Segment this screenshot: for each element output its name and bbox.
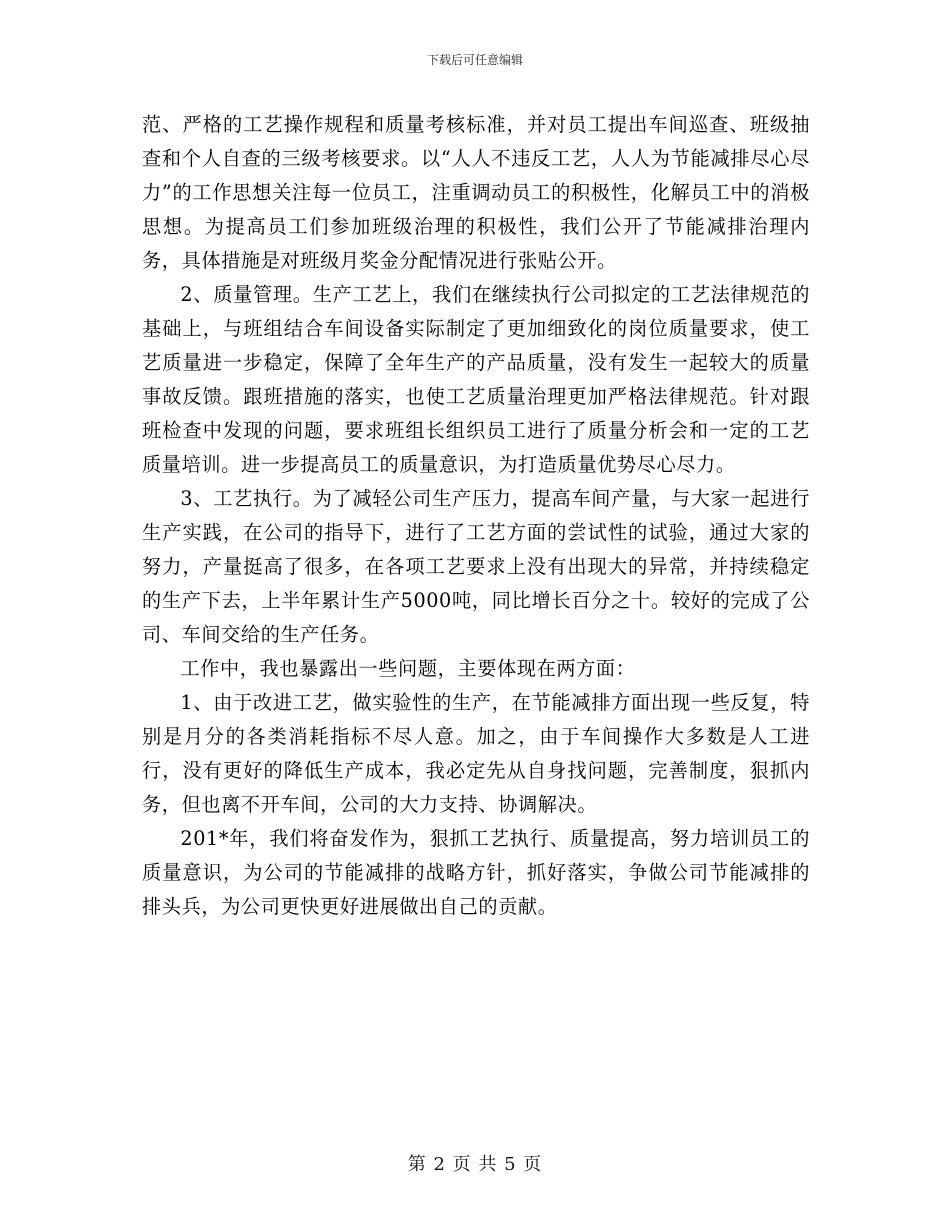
paragraph-process-execution: 3、工艺执行。为了减轻公司生产压力，提高车间产量，与大家一起进行生产实践，在公司的指导下，进行了工艺方面的尝试性的试验，通过大家的努力，产量挺高了很多，在各项工艺要求上没有出现大的异常，并持续稳定的生产下去，上半年累计生产5000吨，同比增长百分之十。较好的完成了公司、车间交给的生产任务。: [142, 487, 810, 646]
page-number-footer: 第 2 页 共 5 页: [407, 1154, 543, 1175]
page-header-note: 下载后可任意编辑: [426, 53, 523, 67]
paragraph-outlook: 201*年，我们将奋发作为，狠抓工艺执行、质量提高，努力培训员工的质量意识，为公司的节能减排的战略方针，抓好落实，争做公司节能减排的排头兵，为公司更快更好进展做出自己的贡献。: [142, 827, 810, 918]
paragraph-problem-one: 1、由于改进工艺，做实验性的生产，在节能减排方面出现一些反复，特别是月分的各类消耗指标不尽人意。加之，由于车间操作大多数是人工进行，没有更好的降低生产成本，我必定先从自身找问题，完善制度，狠抓内务，但也离不开车间，公司的大力支持、协调解决。: [142, 691, 810, 816]
paragraph-problems-intro: 工作中，我也暴露出一些问题，主要体现在两方面：: [180, 657, 636, 680]
paragraph-quality-management: 2、质量管理。生产工艺上，我们在继续执行公司拟定的工艺法律规范的基础上，与班组结合车间设备实际制定了更加细致化的岗位质量要求，使工艺质量进一步稳定，保障了全年生产的产品质量，没有发生一起较大的质量事故反馈。跟班措施的落实，也使工艺质量治理更加严格法律规范。针对跟班检查中发现的问题，要求班组长组织员工进行了质量分析会和一定的工艺质量培训。进一步提高员工的质量意识，为打造质量优势尽心尽力。: [142, 283, 810, 476]
document-body: [142, 108, 810, 924]
paragraph-continuation: 范、严格的工艺操作规程和质量考核标准，并对员工提出车间巡查、班级抽查和个人自查的三级考核要求。以“人人不违反工艺，人人为节能减排尽心尽力”的工作思想关注每一位员工，注重调动员工的积极性，化解员工中的消极思想。为提高员工们参加班级治理的积极性，我们公开了节能减排治理内务，具体措施是对班级月奖金分配情况进行张贴公开。: [142, 113, 810, 272]
